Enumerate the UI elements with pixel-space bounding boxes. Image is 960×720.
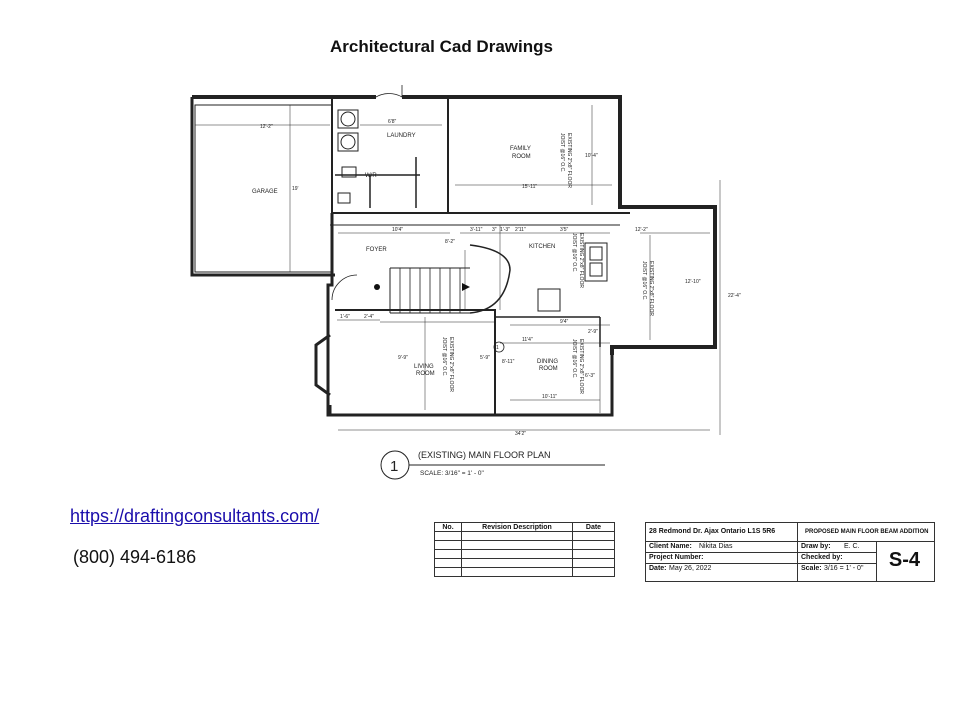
client-value: Nikita Dias (699, 543, 733, 550)
joist-label-family-2: JOIST @16" O.C. (559, 133, 565, 173)
joist-label-dining-2: JOIST @16" O.C. (571, 339, 577, 379)
title-block-header-row (646, 523, 934, 542)
table-row (435, 541, 615, 550)
dim-2-11: 2'11" (515, 227, 526, 233)
room-label-living-2: ROOM (416, 371, 435, 377)
project-address: 28 Redmond Dr. Ajax Ontario L1S 5R6 (649, 528, 776, 535)
joist-label-kitchen-2: JOIST @16" O.C. (571, 233, 577, 273)
room-label-foyer: FOYER (366, 247, 387, 253)
website-link[interactable]: https://draftingconsultants.com/ (70, 506, 320, 526)
joist-label-kitchen-1: EXISTING 2"x8" FLOOR (578, 233, 584, 288)
table-row (435, 532, 615, 541)
checked-label: Checked by: (801, 554, 843, 561)
dim-6-3: 6'-3" (585, 373, 595, 379)
table-row (435, 559, 615, 568)
date-value: May 26, 2022 (669, 565, 712, 572)
room-label-wr: W/R (365, 173, 377, 179)
room-label-laundry: LAUNDRY (387, 133, 416, 139)
drawby-value: E. C. (844, 543, 860, 550)
dim-garage-depth: 19' (292, 186, 299, 192)
page-title: Architectural Cad Drawings (330, 37, 553, 56)
scale-label: Scale: (801, 565, 822, 572)
revision-header-date: Date (573, 523, 615, 532)
dim-3-5: 3'5" (560, 227, 569, 233)
joist-label-family-1: EXISTING 2"x8" FLOOR (566, 133, 572, 188)
revision-table (434, 522, 615, 577)
dim-12-10: 12'-10" (685, 279, 701, 285)
table-row (435, 568, 615, 577)
floor-plan-drawing (180, 85, 750, 490)
room-label-family-1: FAMILY (510, 146, 531, 152)
dim-5-9: 5'-9" (480, 355, 490, 361)
dim-3: 3" (492, 227, 497, 233)
plan-scale: SCALE: 3/16" = 1' - 0" (420, 470, 484, 477)
room-label-living-1: LIVING (414, 364, 434, 370)
dim-9-4: 9'4" (560, 319, 569, 325)
title-block-row-date (646, 564, 876, 574)
dim-8-11: 8'-11" (502, 359, 515, 365)
phone-number: (800) 494-6186 (73, 547, 197, 567)
project-number-label: Project Number: (649, 554, 704, 561)
revision-header-description: Revision Description (462, 523, 573, 532)
dim-family-height: 10'-4" (585, 153, 598, 159)
dim-12-2: 12'-2" (635, 227, 648, 233)
dim-foyer-width: 10'4" (392, 227, 404, 233)
dim-1-6: 1'-6" (340, 314, 350, 320)
dim-family-width: 15'-11" (522, 184, 538, 190)
title-block (645, 522, 935, 582)
dim-overall-height: 22'-4" (728, 293, 741, 299)
joist-label-living-1: EXISTING 2"x8" FLOOR (448, 337, 454, 392)
section-marker-small: 1 (496, 345, 499, 351)
scale-value: 3/16 = 1' - 0" (824, 565, 864, 572)
joist-label-dining-1: EXISTING 2"x8" FLOOR (578, 339, 584, 394)
floor-plan-svg (180, 85, 750, 485)
date-label: Date: (649, 565, 667, 572)
dim-2-9: 2'-9" (588, 329, 598, 335)
sheet-number: S-4 (888, 549, 920, 571)
joist-label-right-1: EXISTING 2"x8" FLOOR (648, 261, 654, 316)
room-label-dining-2: ROOM (539, 366, 558, 372)
dim-2-4: 2'-4" (364, 314, 374, 320)
dim-garage-width: 12'-2" (260, 124, 273, 130)
dim-1-3: 1'-3" (500, 227, 510, 233)
dim-living-height: 9'-9" (398, 355, 408, 361)
dim-laundry-width: 6'8" (388, 119, 397, 125)
joist-label-living-2: JOIST @16" O.C. (441, 337, 447, 377)
dim-3-11: 3'-11" (470, 227, 483, 233)
plan-title: (EXISTING) MAIN FLOOR PLAN (418, 450, 551, 460)
room-label-family-2: ROOM (512, 154, 531, 160)
client-label: Client Name: (649, 543, 692, 550)
room-label-kitchen: KITCHEN (529, 244, 556, 250)
dim-11-4: 11'4" (522, 337, 533, 343)
room-label-dining-1: DINING (537, 359, 558, 365)
room-label-garage: GARAGE (252, 189, 278, 195)
dim-dining-width: 10'-11" (542, 394, 558, 400)
project-title: PROPOSED MAIN FLOOR BEAM ADDITION (805, 529, 929, 535)
dim-overall-width: 34'2" (515, 431, 527, 437)
title-block-row-client (646, 542, 876, 553)
dim-8-2: 8'-2" (445, 239, 455, 245)
revision-table-header (435, 523, 615, 532)
title-block-row-project (646, 553, 876, 564)
joist-label-right-2: JOIST @16" O.C. (641, 261, 647, 301)
plan-marker-number: 1 (390, 458, 399, 475)
table-row (435, 550, 615, 559)
drawby-label: Draw by: (801, 543, 831, 550)
revision-header-no: No. (435, 523, 462, 532)
